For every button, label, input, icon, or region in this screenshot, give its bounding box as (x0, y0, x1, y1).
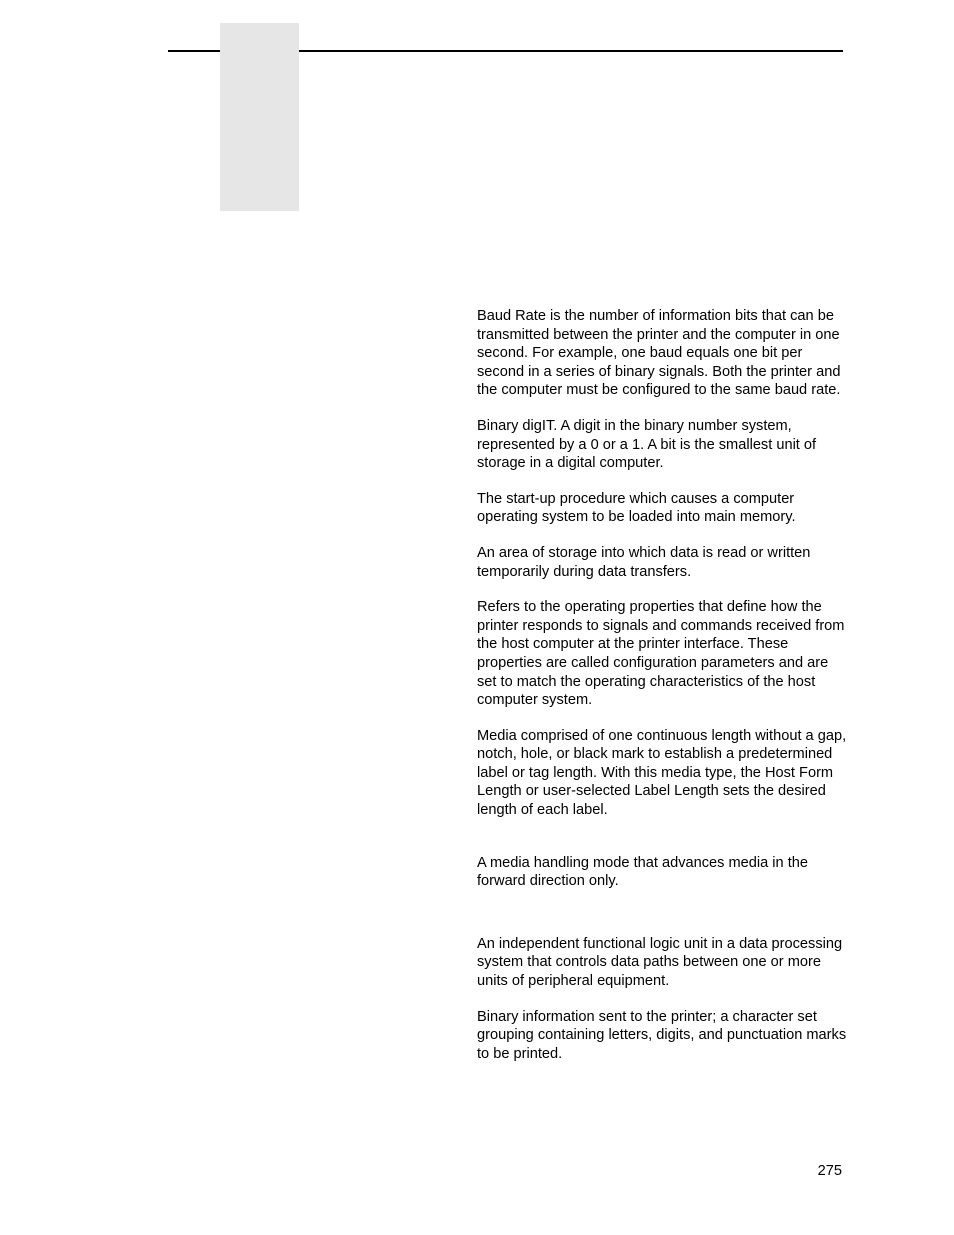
glossary-definition-continuous-mode: A media handling mode that advances media in the forward direction only. (477, 854, 809, 890)
glossary-definition-controller: An independent functional logic unit in a data processing system that controls data paths between one or more units of peripheral equipment. (477, 935, 843, 990)
glossary-definition-configuration: Refers to the operating properties that define how the printer responds to signals and commands received from the host computer at the printer interface. These properties are called configuration parameters and are set to match the operating characteristics of the host computer system. (477, 599, 845, 709)
glossary-definition-data: Binary information sent to the printer; a character set grouping containing letters, digits, and punctuation marks to be printed. (477, 1008, 847, 1062)
glossary-entries (477, 307, 847, 1063)
glossary-definition-baud-rate: Baud Rate is the number of information bits that can be transmitted between the printer and the computer in one second. For example, one baud equals one bit per second in a series of binary signals. Both the printer and the computer must be configured to the same baud rate. (477, 308, 841, 399)
glossary-definition-bit: Binary digIT. A digit in the binary number system, represented by a 0 or a 1. A bit is the smallest unit of storage in a digital computer. (477, 417, 817, 472)
page-number: 275 (817, 1163, 842, 1179)
header-rule-left (168, 50, 220, 52)
header-rule-right (299, 50, 843, 52)
glossary-definition-boot: The start-up procedure which causes a computer operating system to be loaded into main memory. (477, 490, 796, 526)
glossary-definition-buffer: An area of storage into which data is read or written temporarily during data transfers. (477, 544, 811, 580)
glossary-definition-continuous-media: Media comprised of one continuous length without a gap, notch, hole, or black mark to establish a predetermined label or tag length. With this media type, the Host Form Length or user-selected Label Length sets the desired length of each label. (477, 727, 847, 819)
chapter-tab-block (220, 23, 299, 211)
